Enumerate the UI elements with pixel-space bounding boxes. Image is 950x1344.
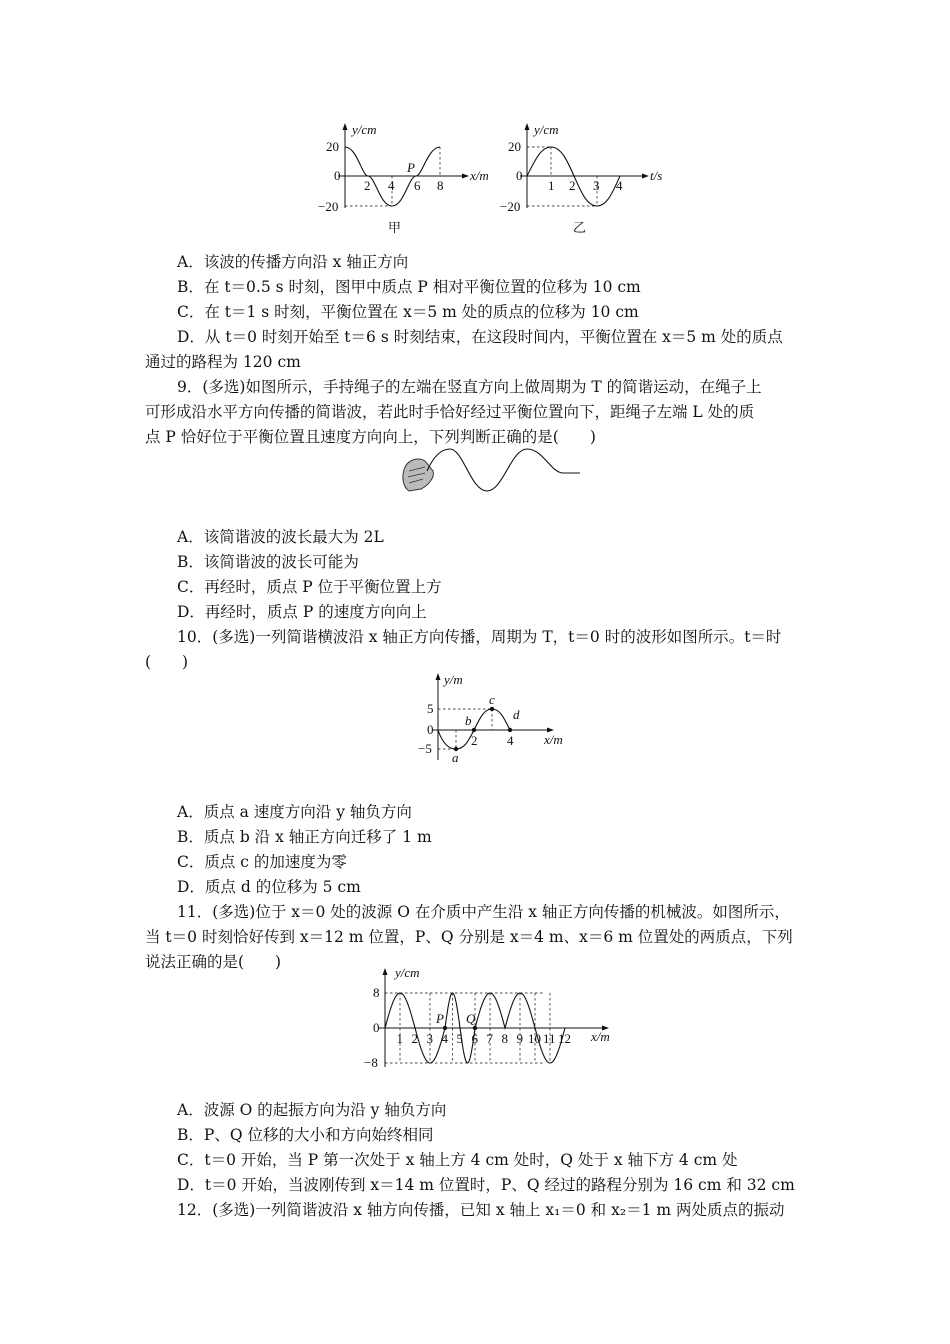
point-b xyxy=(472,728,476,732)
x-tick: 6 xyxy=(414,178,421,193)
point-c xyxy=(490,707,494,711)
q9-option-b: B．该简谐波的波长可能为 xyxy=(177,553,359,571)
q11-option-a: A．波源 O 的起振方向为沿 y 轴负方向 xyxy=(177,1101,447,1119)
x-tick: 9 xyxy=(516,1031,523,1046)
x-tick: 7 xyxy=(486,1031,493,1046)
q8-option-d-cont: 通过的路程为 120 cm xyxy=(145,353,301,371)
x-tick: 2 xyxy=(471,733,478,748)
x-tick: 4 xyxy=(616,178,623,193)
y-tick-top: 20 xyxy=(508,139,521,154)
figure-caption: 乙 xyxy=(573,220,587,235)
figure-8-jia xyxy=(318,120,500,240)
x-tick: 4 xyxy=(441,1031,448,1046)
x-axis-arrow xyxy=(462,174,469,179)
q11-wave-figure xyxy=(355,965,625,1080)
q10-option-a: A．质点 a 速度方向沿 y 轴负方向 xyxy=(177,803,412,821)
point-p-label: P xyxy=(436,1011,444,1026)
y-axis-arrow xyxy=(436,673,441,680)
y-label: y/cm xyxy=(534,122,559,137)
y-tick-bottom: −5 xyxy=(418,741,432,756)
point-p-label: P xyxy=(407,160,415,175)
q9-option-c: C．再经时，质点 P 位于平衡位置上方 xyxy=(177,578,442,596)
x-tick: 10 xyxy=(528,1031,541,1046)
y-label: y/cm xyxy=(352,122,377,137)
q9-stem-line3: 点 P 恰好位于平衡位置且速度方向向上，下列判断正确的是( ) xyxy=(145,428,596,446)
x-tick: 2 xyxy=(364,178,371,193)
x-tick: 1 xyxy=(548,178,555,193)
q8-option-a: A．该波的传播方向沿 x 轴正方向 xyxy=(177,253,409,271)
x-tick: 3 xyxy=(593,178,600,193)
y-tick-top: 8 xyxy=(373,985,380,1000)
y-tick-zero: 0 xyxy=(516,168,523,183)
y-tick-zero: 0 xyxy=(427,722,434,737)
x-axis-arrow xyxy=(642,174,649,179)
q11-option-d: D．t＝0 开始，当波刚传到 x＝14 m 位置时，P、Q 经过的路程分别为 16 cm 和 32 cm xyxy=(177,1176,795,1194)
q9-stem-line1: 9．(多选)如图所示，手持绳子的左端在竖直方向上做周期为 T 的简谐运动，在绳子上 xyxy=(177,378,762,396)
x-label: x/m xyxy=(544,732,563,747)
point-d xyxy=(508,728,512,732)
point-b-label: b xyxy=(465,713,472,728)
x-tick: 2 xyxy=(569,178,576,193)
x-label: x/m xyxy=(591,1029,610,1044)
y-axis-arrow xyxy=(525,123,530,130)
q10-wave-figure xyxy=(420,670,580,770)
point-d-label: d xyxy=(513,707,520,722)
q10-option-b: B．质点 b 沿 x 轴正方向迁移了 1 m xyxy=(177,828,432,846)
point-a-label: a xyxy=(452,750,459,765)
point-q xyxy=(473,1026,477,1030)
x-tick: 2 xyxy=(411,1031,418,1046)
x-tick: 3 xyxy=(426,1031,433,1046)
x-tick: 12 xyxy=(558,1031,571,1046)
point-p xyxy=(443,1026,447,1030)
y-tick-top: 20 xyxy=(326,139,339,154)
q11-stem-line3: 说法正确的是( ) xyxy=(145,953,282,971)
q8-option-c: C．在 t＝1 s 时刻，平衡位置在 x＝5 m 处的质点的位移为 10 cm xyxy=(177,303,639,321)
q10-stem-line1: 10．(多选)一列简谐横波沿 x 轴正方向传播，周期为 T，t＝0 时的波形如图所示。t＝时 xyxy=(177,628,782,646)
y-tick-bottom: −20 xyxy=(318,199,339,214)
y-tick-zero: 0 xyxy=(334,168,341,183)
y-label: y/cm xyxy=(395,965,420,980)
q11-stem-line2: 当 t＝0 时刻恰好传到 x＝12 m 位置，P、Q 分别是 x＝4 m、x＝6 m 位置处的两质点，下列 xyxy=(145,928,793,946)
x-tick: 6 xyxy=(471,1031,478,1046)
rope-wave xyxy=(427,449,580,491)
q11-option-c: C．t＝0 开始，当 P 第一次处于 x 轴上方 4 cm 处时，Q 处于 x 轴下方 4 cm 处 xyxy=(177,1151,738,1169)
x-tick: 5 xyxy=(456,1031,463,1046)
x-tick: 11 xyxy=(543,1031,556,1046)
x-tick: 8 xyxy=(501,1031,508,1046)
q8-option-d: D．从 t＝0 时刻开始至 t＝6 s 时刻结束，在这段时间内，平衡位置在 x＝5 m 处的质点 xyxy=(177,328,783,346)
q9-option-a: A．该简谐波的波长最大为 2L xyxy=(177,528,384,546)
y-tick-bottom: −20 xyxy=(500,199,521,214)
y-tick-zero: 0 xyxy=(373,1020,380,1035)
q9-stem-line2: 可形成沿水平方向传播的简谐波，若此时手恰好经过平衡位置向下，距绳子左端 L 处的质 xyxy=(145,403,755,421)
x-label: x/m xyxy=(470,168,489,183)
q8-option-b: B．在 t＝0.5 s 时刻，图甲中质点 P 相对平衡位置的位移为 10 cm xyxy=(177,278,641,296)
y-tick-bottom: −8 xyxy=(364,1055,378,1070)
q11-option-b: B．P、Q 位移的大小和方向始终相同 xyxy=(177,1126,434,1144)
q12-stem-line1: 12．(多选)一列简谐波沿 x 轴方向传播，已知 x 轴上 x₁＝0 和 x₂＝1 m 两处质点的振动 xyxy=(177,1201,785,1219)
x-tick: 1 xyxy=(396,1031,403,1046)
y-axis-arrow xyxy=(343,123,348,130)
figure-8-yi xyxy=(500,120,675,240)
point-q-label: Q xyxy=(466,1011,476,1026)
x-tick: 8 xyxy=(437,178,444,193)
rope-hand-figure xyxy=(395,445,595,505)
point-c-label: c xyxy=(489,692,495,707)
y-axis-arrow xyxy=(383,968,388,975)
x-tick: 4 xyxy=(507,733,514,748)
x-label: t/s xyxy=(650,168,663,183)
y-label: y/m xyxy=(444,672,463,687)
q10-stem-line2: ( ) xyxy=(145,653,189,671)
figure-caption: 甲 xyxy=(388,220,402,235)
x-tick: 4 xyxy=(388,178,395,193)
q11-stem-line1: 11．(多选)位于 x＝0 处的波源 O 在介质中产生沿 x 轴正方向传播的机械波。如图所示， xyxy=(177,903,790,921)
q9-option-d: D．再经时，质点 P 的速度方向向上 xyxy=(177,603,427,621)
y-tick-top: 5 xyxy=(427,701,434,716)
q10-option-d: D．质点 d 的位移为 5 cm xyxy=(177,878,361,896)
q10-option-c: C．质点 c 的加速度为零 xyxy=(177,853,347,871)
